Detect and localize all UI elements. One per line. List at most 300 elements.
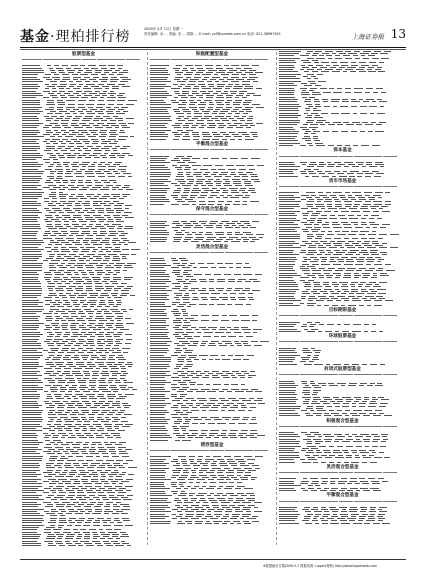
table-cell-text (228, 355, 233, 356)
table-cell-text (86, 394, 95, 395)
table-cell-text (362, 364, 367, 365)
table-cell-text (217, 509, 223, 510)
table-cell-text (57, 453, 62, 454)
table-cell-text (78, 201, 82, 202)
table-cell-text (230, 174, 236, 175)
table-cell-text (65, 412, 70, 413)
table-cell-text (188, 479, 194, 480)
table-cell-text (183, 325, 190, 326)
table-cell-text (199, 204, 206, 205)
table-cell-text (104, 201, 110, 202)
fund-name-text (22, 113, 40, 114)
table-cell-text (79, 221, 87, 222)
table-cell-text (65, 355, 71, 356)
table-cell-text (382, 254, 387, 255)
fund-name-text (22, 378, 38, 379)
table-cell-text (80, 65, 84, 66)
table-cell-text (192, 293, 197, 294)
table-cell-text (99, 79, 107, 80)
table-cell-text (124, 212, 132, 213)
table-cell-text (93, 125, 100, 126)
fund-name-text (150, 270, 166, 271)
fund-name-text (22, 417, 42, 418)
table-cell-text (47, 336, 53, 337)
table-cell-text (209, 500, 217, 501)
table-cell-text (100, 109, 105, 110)
table-cell-text (105, 88, 110, 89)
table-cell-text (345, 206, 351, 207)
table-cell-text (322, 99, 328, 100)
table-cell-text (326, 192, 331, 193)
table-cell-text (75, 525, 81, 526)
table-cell-text (111, 433, 120, 434)
table-cell-text (303, 282, 310, 283)
table-cell-text (209, 281, 214, 282)
table-cell-text (323, 397, 330, 398)
table-cell-text (83, 371, 89, 372)
table-cell-text (57, 283, 62, 284)
table-cell-text (119, 488, 126, 489)
fund-name-text (22, 238, 37, 239)
table-cell-text (55, 226, 63, 227)
fund-name-text (22, 545, 41, 546)
table-cell-text (244, 523, 251, 524)
table-cell-text (109, 203, 114, 204)
table-cell-text (72, 224, 79, 225)
fund-name-text (22, 192, 44, 193)
table-cell-text (300, 266, 304, 267)
table-cell-text (59, 366, 66, 367)
table-cell-text (70, 228, 78, 229)
table-cell-text (78, 504, 85, 505)
table-cell-text (96, 265, 103, 266)
table-cell-text (70, 150, 75, 151)
table-cell-text (239, 299, 246, 300)
table-cell-text (180, 426, 189, 427)
table-cell-text (66, 513, 72, 514)
table-cell-text (113, 435, 121, 436)
table-cell-text (183, 302, 190, 303)
table-cell-text (71, 348, 75, 349)
table-cell-text (226, 479, 231, 480)
fund-name-text (279, 413, 298, 414)
table-cell-text (246, 435, 254, 436)
table-cell-text (340, 197, 346, 198)
table-cell-text (359, 199, 366, 200)
table-cell-text (171, 160, 180, 161)
table-cell-text (108, 474, 117, 475)
table-cell-text (351, 131, 357, 132)
table-cell-text (317, 166, 325, 167)
table-cell-text (247, 459, 256, 460)
fund-name-text (22, 102, 40, 103)
table-cell-text (241, 327, 248, 328)
table-cell-text (333, 397, 339, 398)
table-cell-text (372, 145, 380, 146)
table-cell-text (71, 350, 80, 351)
table-cell-text (344, 166, 349, 167)
table-cell-text (309, 296, 315, 297)
table-cell-text (58, 449, 64, 450)
table-cell-text (75, 274, 80, 275)
table-cell-text (171, 384, 177, 385)
table-cell-text (78, 534, 82, 535)
table-cell-text (83, 428, 87, 429)
table-cell-text (50, 123, 58, 124)
table-cell-text (111, 293, 118, 294)
fund-name-text (150, 68, 166, 69)
table-cell-text (119, 136, 128, 137)
table-cell-text (68, 520, 72, 521)
table-cell-text (327, 166, 334, 167)
table-cell-text (181, 221, 187, 222)
table-cell-text (222, 359, 230, 360)
table-cell-text (328, 124, 335, 125)
table-cell-text (182, 204, 189, 205)
fund-name-text (22, 203, 41, 204)
table-cell-text (64, 93, 70, 94)
table-cell-text (80, 228, 89, 229)
fund-name-text (150, 197, 166, 198)
table-cell-text (106, 270, 111, 271)
table-cell-text (380, 106, 384, 107)
table-cell-text (117, 495, 124, 496)
table-cell-text (328, 173, 334, 174)
table-cell-text (104, 329, 110, 330)
table-cell-text (242, 502, 251, 503)
table-cell-text (46, 465, 51, 466)
table-cell-text (69, 387, 76, 388)
table-cell-text (65, 302, 70, 303)
table-cell-text (323, 243, 331, 244)
table-cell-text (240, 120, 245, 121)
table-cell-text (320, 67, 327, 68)
table-cell-text (74, 68, 81, 69)
table-cell-text (122, 518, 130, 519)
table-cell-text (367, 385, 373, 386)
table-cell-text (59, 235, 67, 236)
table-cell-text (213, 134, 220, 135)
table-cell-text (325, 199, 331, 200)
table-cell-text (222, 109, 229, 110)
table-header (150, 213, 274, 219)
table-cell-text (116, 221, 123, 222)
table-cell-text (98, 345, 104, 346)
table-cell-text (359, 385, 364, 386)
table-cell-text (219, 345, 227, 346)
table-cell-text (225, 204, 230, 205)
table-cell-text (65, 166, 70, 167)
table-cell-text (48, 228, 56, 229)
table-cell-text (110, 198, 116, 199)
table-cell-text (92, 187, 100, 188)
table-cell-text (75, 543, 81, 544)
table-cell-text (248, 297, 253, 298)
table-cell-text (370, 298, 376, 299)
table-cell-text (259, 237, 264, 238)
table-cell-text (122, 127, 130, 128)
table-cell-text (96, 313, 101, 314)
table-cell-text (327, 204, 332, 205)
table-cell-text (98, 166, 106, 167)
table-cell-text (84, 497, 90, 498)
table-cell-text (68, 509, 74, 510)
table-cell-text (246, 498, 255, 499)
table-cell-text (89, 385, 96, 386)
fund-name-text (150, 322, 166, 323)
table-cell-text (260, 341, 269, 342)
table-cell-text (372, 231, 377, 232)
table-cell-text (97, 470, 102, 471)
table-cell-text (53, 373, 59, 374)
table-cell-text (44, 447, 51, 448)
table-cell-text (101, 68, 107, 69)
table-cell-text (65, 463, 70, 464)
table-cell-text (236, 165, 244, 166)
table-cell-text (236, 127, 243, 128)
table-cell-text (205, 234, 213, 235)
table-cell-text (249, 116, 254, 117)
table-cell-text (181, 509, 188, 510)
table-cell-text (196, 371, 201, 372)
table-cell-text (230, 407, 238, 408)
table-cell-text (240, 465, 249, 466)
fund-name-text (279, 215, 297, 216)
fund-name-text (279, 166, 300, 167)
table-cell-text (207, 403, 215, 404)
table-cell-text (77, 495, 86, 496)
table-cell-text (351, 286, 356, 287)
table-cell-text (335, 201, 341, 202)
table-cell-text (251, 479, 256, 480)
table-cell-text (378, 268, 383, 269)
table-cell-text (61, 437, 65, 438)
table-cell-text (197, 179, 205, 180)
table-cell-text (371, 254, 379, 255)
table-cell-text (196, 502, 200, 503)
table-cell-text (313, 293, 320, 294)
fund-name-text (150, 125, 165, 126)
table-cell-text (249, 279, 258, 280)
table-cell-text (202, 518, 207, 519)
table-cell-text (367, 247, 376, 248)
table-cell-text (105, 470, 112, 471)
table-cell-text (182, 263, 186, 264)
table-cell-text (76, 343, 84, 344)
table-cell-text (213, 241, 221, 242)
table-cell-text (70, 231, 79, 232)
table-cell-text (359, 67, 365, 68)
table-cell-text (75, 424, 81, 425)
table-cell-text (221, 172, 228, 173)
table-cell-text (99, 320, 107, 321)
table-cell-text (367, 293, 376, 294)
table-cell-text (324, 413, 328, 414)
table-cell-text (54, 210, 62, 211)
table-cell-text (178, 357, 186, 358)
fund-name-text (150, 185, 168, 186)
table-cell-text (245, 472, 250, 473)
table-cell-text (70, 327, 76, 328)
table-cell-text (52, 127, 61, 128)
table-cell-text (316, 234, 324, 235)
table-cell-text (186, 332, 194, 333)
table-cell-text (44, 437, 50, 438)
table-cell-text (320, 241, 326, 242)
table-cell-text (82, 249, 90, 250)
table-cell-text (253, 95, 261, 96)
table-cell-text (222, 437, 228, 438)
table-cell-text (216, 97, 223, 98)
table-cell-text (78, 155, 86, 156)
table-cell-text (372, 58, 379, 59)
table-cell-text (176, 295, 182, 296)
table-cell-text (59, 293, 64, 294)
table-cell-text (222, 192, 228, 193)
fund-name-text (22, 490, 44, 491)
table-cell-text (317, 74, 323, 75)
table-cell-text (201, 315, 209, 316)
fund-name-text (22, 428, 36, 429)
table-cell-text (106, 288, 111, 289)
fund-name-text (22, 405, 42, 406)
table-cell-text (74, 532, 80, 533)
table-cell-text (241, 407, 248, 408)
table-cell-text (179, 477, 187, 478)
fund-name-text (150, 199, 169, 200)
table-cell-text (87, 185, 92, 186)
table-cell-text (309, 164, 317, 165)
table-cell-text (105, 417, 109, 418)
table-cell-text (208, 327, 217, 328)
fund-name-text (22, 334, 43, 335)
fund-name-text (150, 288, 166, 289)
table-cell-text (243, 239, 249, 240)
table-cell-text (53, 451, 60, 452)
table-cell-text (365, 296, 374, 297)
table-cell-text (173, 433, 179, 434)
table-cell-text (112, 373, 121, 374)
table-cell-text (115, 127, 119, 128)
table-cell-text (78, 134, 83, 135)
table-cell-text (195, 437, 202, 438)
fund-name-text (150, 265, 171, 266)
fund-name-text (279, 250, 294, 251)
table-cell-text (69, 492, 75, 493)
table-cell-text (213, 111, 218, 112)
table-cell-text (100, 407, 105, 408)
table-cell-text (55, 215, 60, 216)
table-cell-text (313, 138, 318, 139)
table-cell-text (75, 205, 82, 206)
table-cell-text (217, 281, 225, 282)
table-cell-text (67, 525, 73, 526)
table-cell-text (100, 97, 105, 98)
table-cell-text (111, 125, 118, 126)
table-cell-text (69, 281, 73, 282)
table-cell-text (113, 306, 118, 307)
table-cell-text (56, 543, 64, 544)
table-cell-text (108, 176, 115, 177)
table-cell-text (44, 150, 52, 151)
table-cell-text (59, 518, 66, 519)
table-cell-text (331, 113, 339, 114)
fund-name-text (22, 430, 42, 431)
table-cell-text (348, 241, 354, 242)
table-cell-text (319, 55, 323, 56)
table-cell-text (228, 410, 235, 411)
table-cell-text (230, 158, 238, 159)
table-cell-text (183, 320, 187, 321)
fund-name-text (279, 113, 298, 114)
table-cell-text (219, 70, 226, 71)
table-cell-text (91, 444, 96, 445)
table-cell-text (106, 325, 112, 326)
table-cell-text (222, 158, 228, 159)
table-cell-text (190, 320, 198, 321)
table-cell-text (63, 187, 68, 188)
table-cell-text (361, 65, 369, 66)
table-cell-text (111, 194, 119, 195)
table-cell-text (200, 195, 208, 196)
table-cell-text (207, 514, 211, 515)
table-cell-text (63, 336, 68, 337)
table-cell-text (191, 315, 199, 316)
table-cell-text (312, 176, 319, 177)
table-cell-text (66, 506, 71, 507)
table-cell-text (188, 162, 196, 163)
table-cell-text (74, 465, 80, 466)
table-cell-text (311, 195, 316, 196)
table-cell-text (48, 93, 54, 94)
table-cell-text (182, 70, 188, 71)
table-cell-text (97, 104, 105, 105)
table-cell-text (78, 104, 84, 105)
table-cell-text (88, 414, 96, 415)
fund-name-text (279, 92, 294, 93)
table-cell-text (378, 293, 386, 294)
table-cell-text (56, 311, 65, 312)
table-cell-text (109, 350, 114, 351)
table-cell-text (194, 359, 199, 360)
table-cell-text (217, 104, 223, 105)
table-cell-text (59, 72, 66, 73)
table-cell-text (301, 199, 306, 200)
table-cell-text (324, 415, 331, 416)
table-cell-text (64, 334, 70, 335)
table-cell-text (117, 100, 125, 101)
table-cell-text (369, 289, 374, 290)
table-cell-text (209, 290, 216, 291)
table-cell-text (249, 398, 254, 399)
table-cell-text (46, 362, 53, 363)
table-cell-text (45, 125, 52, 126)
table-cell-text (44, 329, 50, 330)
table-cell-text (224, 468, 230, 469)
table-cell-text (50, 70, 55, 71)
table-cell-text (85, 182, 92, 183)
table-cell-text (192, 134, 199, 135)
fund-name-text (150, 407, 164, 408)
table-cell-text (50, 240, 55, 241)
fund-name-text (22, 424, 40, 425)
table-cell-text (71, 357, 79, 358)
table-cell-text (331, 413, 339, 414)
table-cell-text (123, 520, 130, 521)
table-cell-text (44, 208, 49, 209)
table-cell-text (59, 228, 66, 229)
table-cell-text (85, 375, 89, 376)
